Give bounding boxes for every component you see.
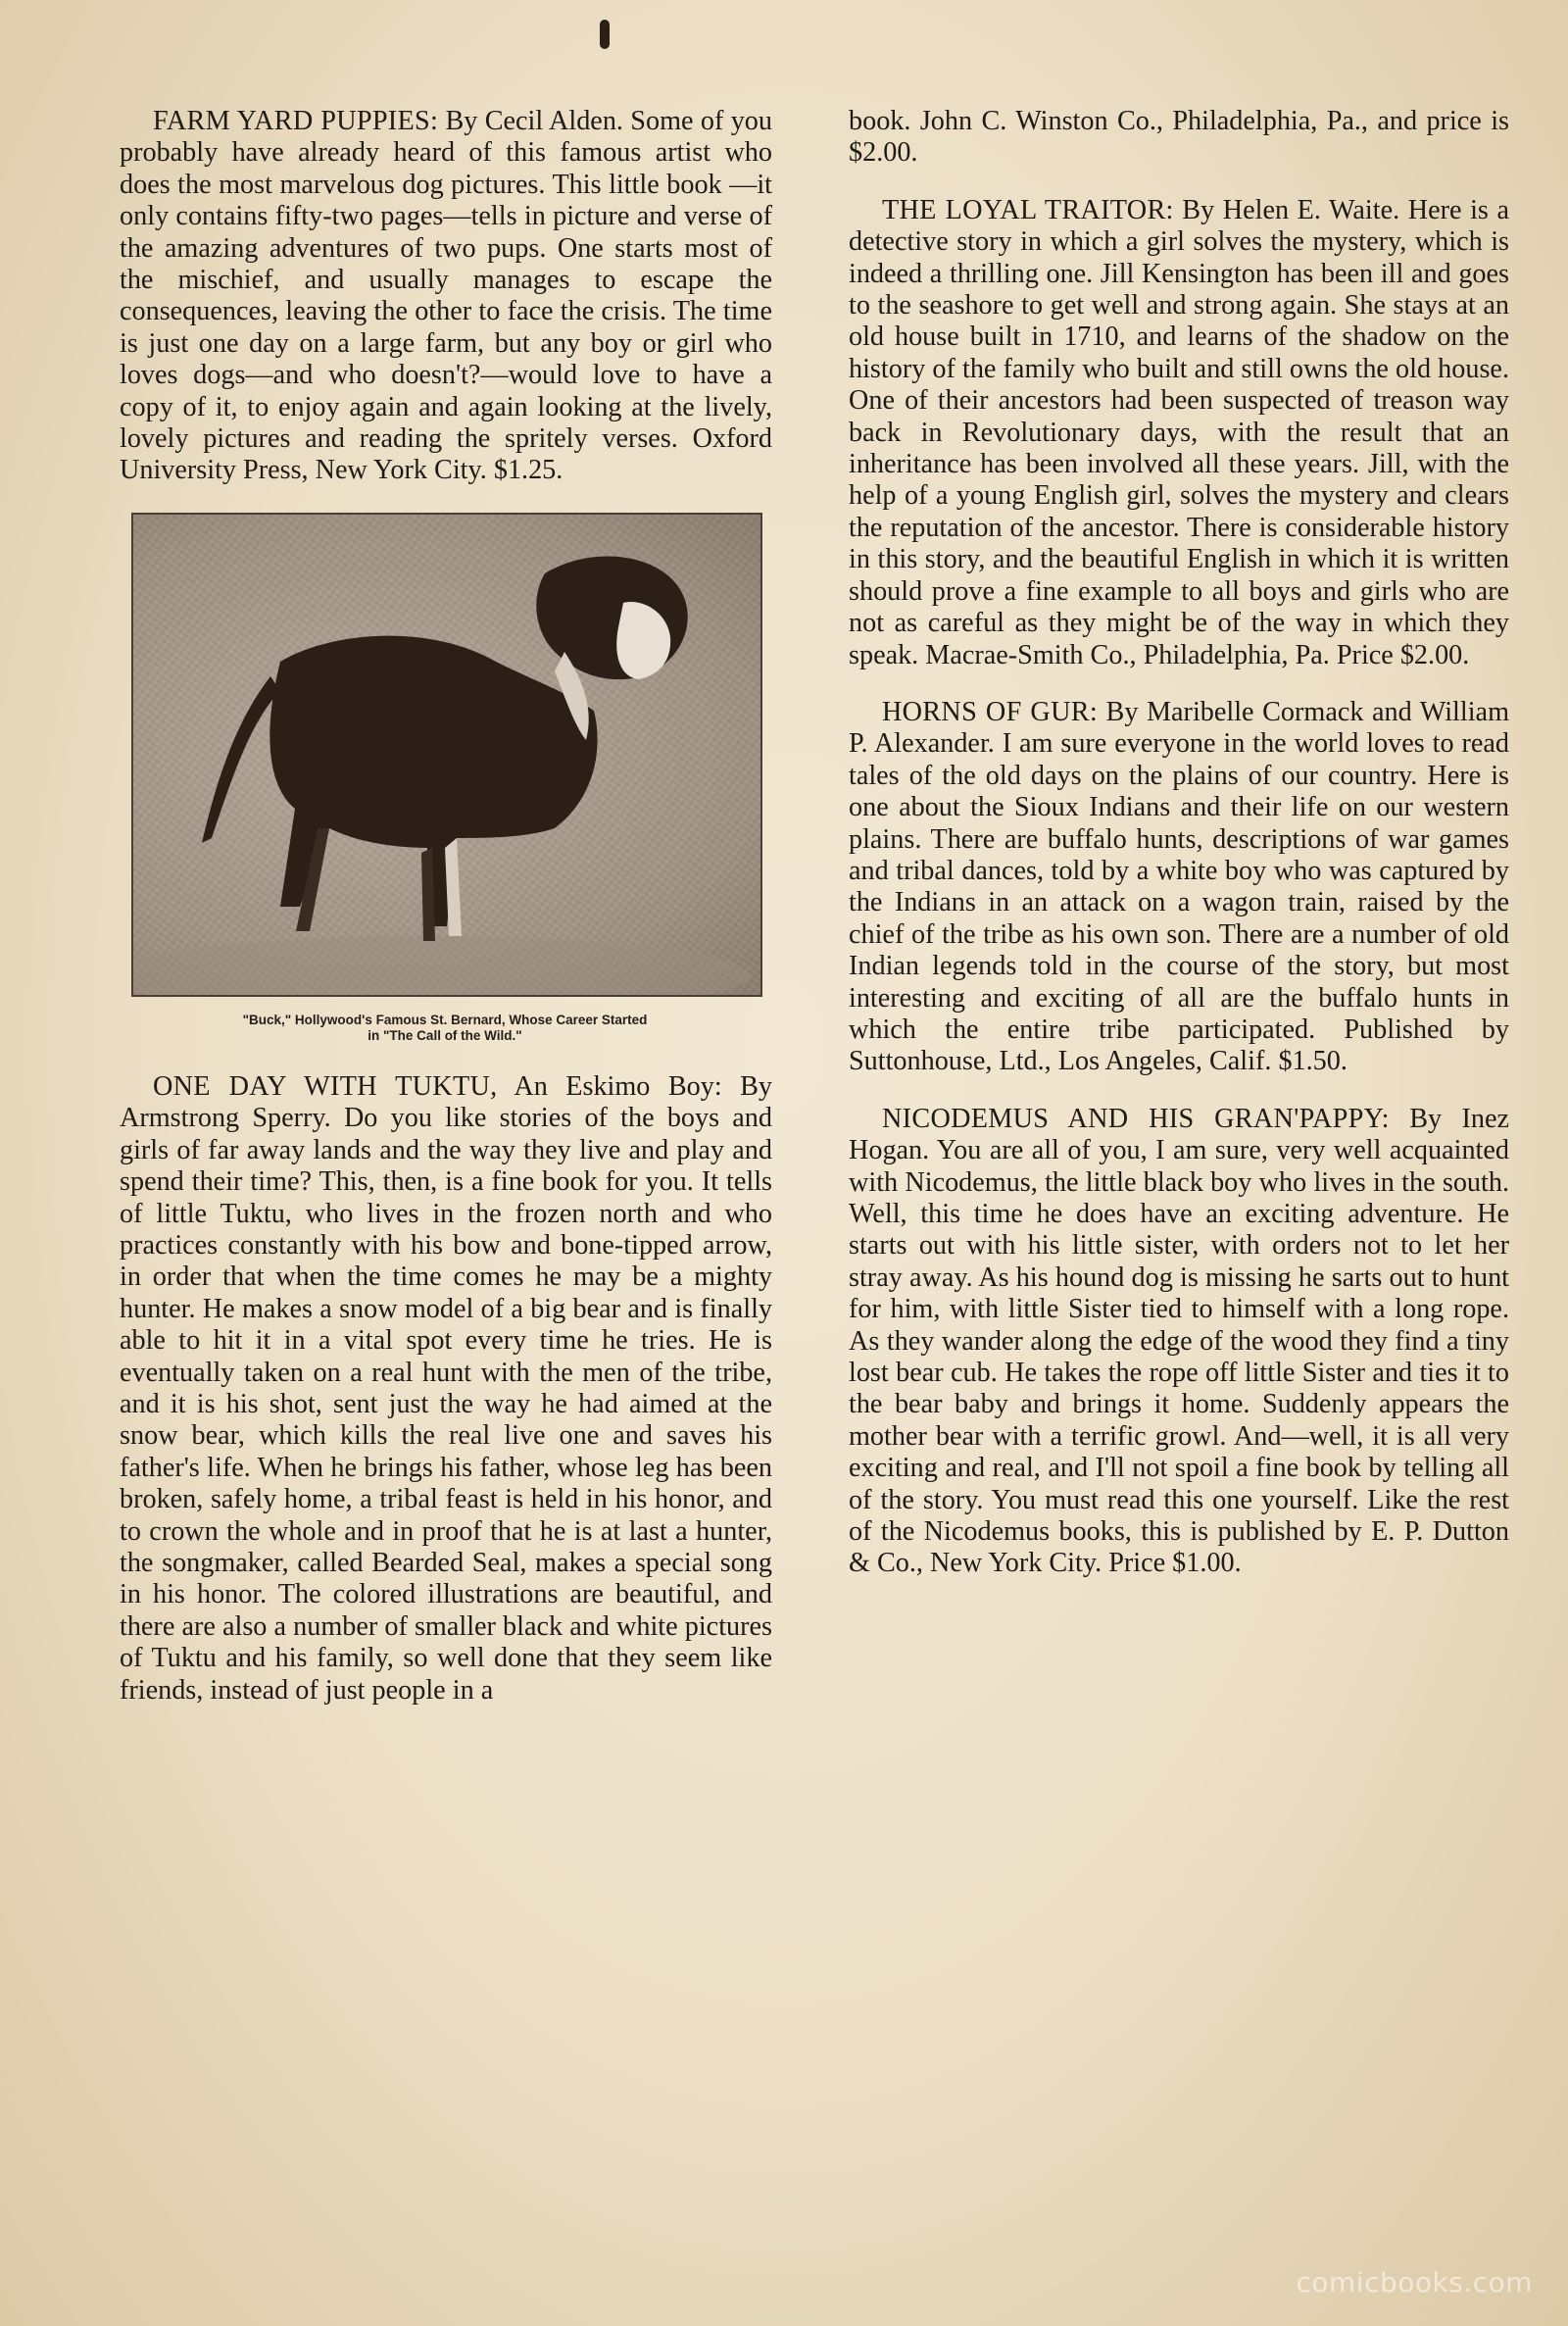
review-title: THE LOYAL TRAITOR: [882, 194, 1174, 225]
dog-illustration [133, 515, 760, 995]
review-title: FARM YARD PUPPIES: [153, 106, 439, 136]
right-column [849, 106, 1509, 1606]
review-one-day-with-tuktu [120, 1071, 772, 1707]
review-the-loyal-traitor [849, 195, 1509, 671]
review-title: ONE DAY WITH TUKTU, [153, 1070, 498, 1102]
photo-caption: "Buck," Hollywood's Famous St. Bernard, Whose Career Started in "The Call of the Wild." [242, 1012, 648, 1043]
review-continuation: book. John C. Winston Co., Philadelphia, Pa., and price is $2.00. [849, 106, 1509, 169]
left-column [120, 106, 772, 1732]
st-bernard-photo [131, 513, 762, 997]
review-body: By Inez Hogan. You are all of you, I am sure, very well acquainted with Nicodemus, the little black boy who lives in the south. Well, this time he does have an exciting adventure. He starts out with his little sister, with orders not to let her stray away. As his hound dog is missing he sarts out to hunt for him, with little Sister tied to himself with a long rope. As they wander along the edge of the wood they find a tiny lost bear cub. He takes the rope off little Sister and ties it to the bear baby and brings it home. Suddenly appears the mother bear with a terrific growl. And—well, it is all very exciting and real, and I'll not spoil a fine book by telling all of the story. You must read this one yourself. Like the rest of the Nicodemus books, this is published by E. P. Dutton & Co., New York City. Price $1.00. [849, 1103, 1509, 1579]
review-body: An Eskimo Boy: By Armstrong Sperry. Do you like stories of the boys and girls of far away lands and the way they live and play and spend their time? This, then, is a fine book for you. It tells of little Tuktu, who lives in the frozen north and who practices constantly with his bow and bone-tipped arrow, in order that when the time comes he may be a mighty hunter. He makes a snow model of a big bear and is finally able to hit it in a vital spot every time he tries. He is eventually taken on a real hunt with the men of the tribe, and it is his shot, sent just the way he had aimed at the snow bear, which kills the real live one and saves his father's life. When he brings his father, whose leg has been broken, safely home, a tribal feast is held in his honor, and to crown the whole and in proof that he is at last a hunter, the songmaker, called Bearded Seal, makes a special song in his honor. The colored illustrations are beautiful, and there are also a number of smaller black and white pictures of Tuktu and his family, so well done that they seem like friends, instead of just people in a [120, 1070, 772, 1706]
review-farm-yard-puppies [120, 106, 772, 487]
review-title: NICODEMUS AND HIS GRAN'PAPPY: [882, 1103, 1390, 1134]
review-body: By Maribelle Cormack and William P. Alexander. I am sure everyone in the world loves to read tales of the old days on the plains of our country. Here is one about the Sioux Indians and their life on our western plains. There are buffalo hunts, descriptions of war games and tribal dances, told by a white boy who was captured by the Indians in an attack on a wagon train, raised by the chief of the tribe as his own son. There are a number of old Indian legends told in the course of the story, but most interesting and exciting of all are the buffalo hunts in which the entire tribe participated. Published by Suttonhouse, Ltd., Los Angeles, Calif. $1.50. [849, 696, 1509, 1077]
review-title: HORNS OF GUR: [882, 696, 1098, 727]
binding-hole [600, 20, 610, 49]
review-body: By Helen E. Waite. Here is a detective story in which a girl solves the mystery, which is indeed a thrilling one. Jill Kensington has been ill and goes to the seashore to get well and strong again. She stays at an old house built in 1710, and learns of the shadow on the history of the family who built and still owns the old house. One of their ancestors had been suspected of treason way back in Revolutionary days, with the result that an inheritance has been involved all these years. Jill, with the help of a young English girl, solves the mystery and clears the reputation of the ancestor. There is considerable history in this story, and the beautiful English in which it is written should prove a fine example to all boys and girls who are not as careful as they might be of the way in which they speak. Macrae-Smith Co., Philadelphia, Pa. Price $2.00. [849, 194, 1510, 670]
review-nicodemus [849, 1104, 1509, 1580]
site-watermark: comicbooks.com [1296, 2266, 1533, 2299]
review-body: By Cecil Alden. Some of you probably have already heard of this famous artist who does the most marvelous dog pictures. This little book —it only contains fifty-two pages—tells in picture and verse of the amazing adventures of two pups. One starts most of the mischief, and usually manages to escape the consequences, leaving the other to face the crisis. The time is just one day on a large farm, but any boy or girl who loves dogs—and who doesn't?—would love to have a copy of it, to enjoy again and again looking at the lively, lovely pictures and reading the spritely verses. Oxford University Press, New York City. $1.25. [120, 106, 772, 486]
review-horns-of-gur [849, 697, 1509, 1078]
photo-figure [131, 513, 759, 1044]
